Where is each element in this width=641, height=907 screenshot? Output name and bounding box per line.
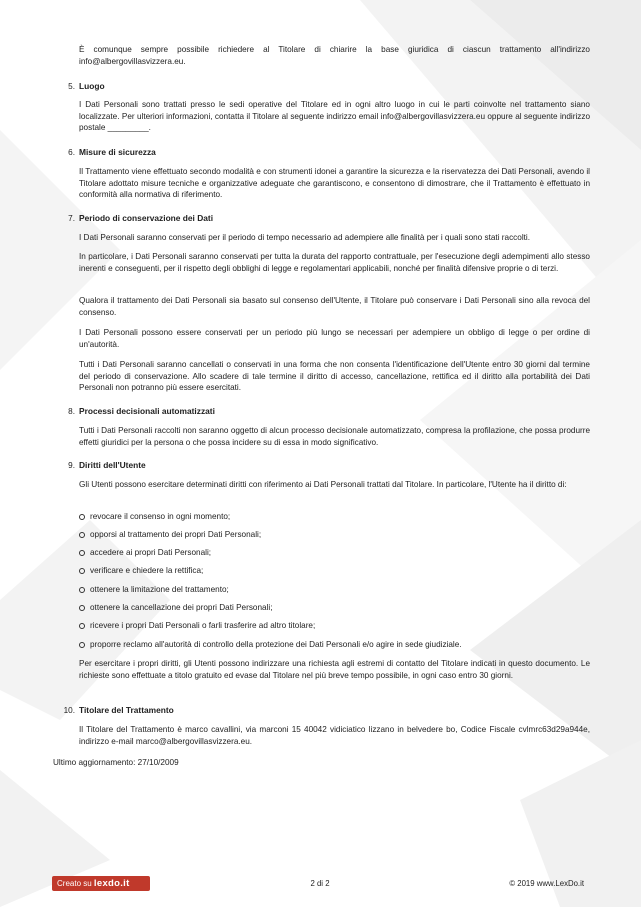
bullet-icon — [79, 642, 85, 648]
section-5-paragraph-1: I Dati Personali sono trattati presso le sedi operative del Titolare ed in ogni altro luogo in cui le parti coinvolte nel trattamento siano localizzate. Per ulteriori informazioni, contatta il Titolare al seguente indirizzo email info@albergovillasvizzera.eu oppure al seguente indirizzo postale _________. — [79, 100, 590, 133]
section-6-title: Misure di sicurezza — [79, 147, 156, 157]
rights-list-item: verificare e chiedere la rettifica; — [90, 566, 204, 575]
bullet-icon — [79, 623, 85, 629]
lexdo-badge[interactable] — [52, 876, 150, 891]
section-8-title: Processi decisionali automatizzati — [79, 406, 215, 416]
rights-list-item: proporre reclamo all'autorità di controllo della protezione dei Dati Personali e/o agire in sede giudiziale. — [90, 640, 462, 649]
section-8-number: 8. — [68, 407, 75, 416]
rights-list-item: accedere ai propri Dati Personali; — [90, 548, 212, 557]
section-5-number: 5. — [68, 82, 75, 91]
section-7-paragraph-3: Qualora il trattamento dei Dati Personali sia basato sul consenso dell'Utente, il Titolare può conservare i Dati Personali sino alla revoca del consenso. — [79, 296, 590, 317]
badge-brand: lexdo.it — [93, 878, 130, 889]
bullet-icon — [79, 605, 85, 611]
section-10-paragraph-1: Il Titolare del Trattamento è marco cavallini, via marconi 15 40042 vidiciatico lizzano in belvedere bo, Codice Fiscale cvlmrc63d29a944e, indirizzo e-mail marco@albergovillasvizzera.eu. — [79, 725, 590, 746]
rights-list-item: opporsi al trattamento dei propri Dati Personali; — [90, 530, 262, 539]
section-7-paragraph-2: In particolare, i Dati Personali saranno conservati per tutta la durata del rapporto contrattuale, per l'esecuzione degli adempimenti allo stesso inerenti e conseguenti, per il rispetto degli obblighi di legge e regolamentari applicabili, nonché per finalità difensive proprie o di terzi. — [79, 252, 590, 273]
section-10-number: 10. — [63, 706, 75, 715]
section-7-number: 7. — [68, 214, 75, 223]
intro-paragraph: È comunque sempre possibile richiedere al Titolare di chiarire la base giuridica di ciascun trattamento all'indirizzo info@albergovillasvizzera.eu. — [79, 45, 590, 66]
section-9-paragraph-2: Per esercitare i propri diritti, gli Utenti possono indirizzare una richiesta agli estremi di contatto del Titolare indicati in questo documento. Le richieste sono effettuate a titolo gratuito ed evase dal Titolare nel più breve tempo possibile, in ogni caso entro 30 giorni. — [79, 659, 590, 680]
rights-list-item: ottenere la cancellazione dei propri Dati Personali; — [90, 603, 273, 612]
last-updated: Ultimo aggiornamento: 27/10/2009 — [53, 758, 179, 767]
section-9-number: 9. — [68, 461, 75, 470]
section-7-paragraph-4: I Dati Personali possono essere conservati per un periodo più lungo se necessari per adempiere un obbligo di legge o per ordine di un'autorità. — [79, 328, 590, 349]
copyright: © 2019 www.LexDo.it — [509, 879, 584, 888]
badge-prefix: Creato su — [57, 879, 92, 888]
section-10-title: Titolare del Trattamento — [79, 705, 174, 715]
section-6-number: 6. — [68, 148, 75, 157]
page-number: 2 di 2 — [310, 879, 330, 888]
section-6-paragraph-1: Il Trattamento viene effettuato secondo modalità e con strumenti idonei a garantire la sicurezza e la riservatezza dei Dati Personali, avendo il Titolare adottato misure tecniche e organizzative adeguate che garantiscono, e consentono di dimostrare, che il Trattamento è effettuato in conformità alla normativa di riferimento. — [79, 167, 590, 200]
section-9-paragraph-1: Gli Utenti possono esercitare determinati diritti con riferimento ai Dati Personali trattati dal Titolare. In particolare, l'Utente ha il diritto di: — [79, 480, 567, 489]
rights-list-item: ricevere i propri Dati Personali o farli trasferire ad altro titolare; — [90, 621, 316, 630]
section-7-paragraph-5: Tutti i Dati Personali saranno cancellati o conservati in una forma che non consenta l'identificazione dell'Utente entro 30 giorni dal termine del periodo di conservazione. Allo scadere di tale termine il diritto di accesso, cancellazione, rettifica ed il diritto alla portabilità dei Dati Personali non potranno più essere esercitati. — [79, 360, 590, 393]
section-7-title: Periodo di conservazione dei Dati — [79, 213, 214, 223]
section-7-paragraph-1: I Dati Personali saranno conservati per il periodo di tempo necessario ad adempiere alle finalità per i quali sono stati raccolti. — [79, 233, 531, 242]
section-8-paragraph-1: Tutti i Dati Personali raccolti non saranno oggetto di alcun processo decisionale automatizzato, compresa la profilazione, che possa produrre effetti giuridici per la persona o che possa incidere su di essa in modo significativo. — [79, 426, 590, 447]
bullet-icon — [79, 587, 85, 593]
bullet-icon — [79, 568, 85, 574]
bullet-icon — [79, 514, 85, 520]
section-9-title: Diritti dell'Utente — [79, 460, 146, 470]
rights-list-item: revocare il consenso in ogni momento; — [90, 512, 231, 521]
rights-list-item: ottenere la limitazione del trattamento; — [90, 585, 229, 594]
section-5-title: Luogo — [79, 81, 105, 91]
bullet-icon — [79, 532, 85, 538]
bullet-icon — [79, 550, 85, 556]
